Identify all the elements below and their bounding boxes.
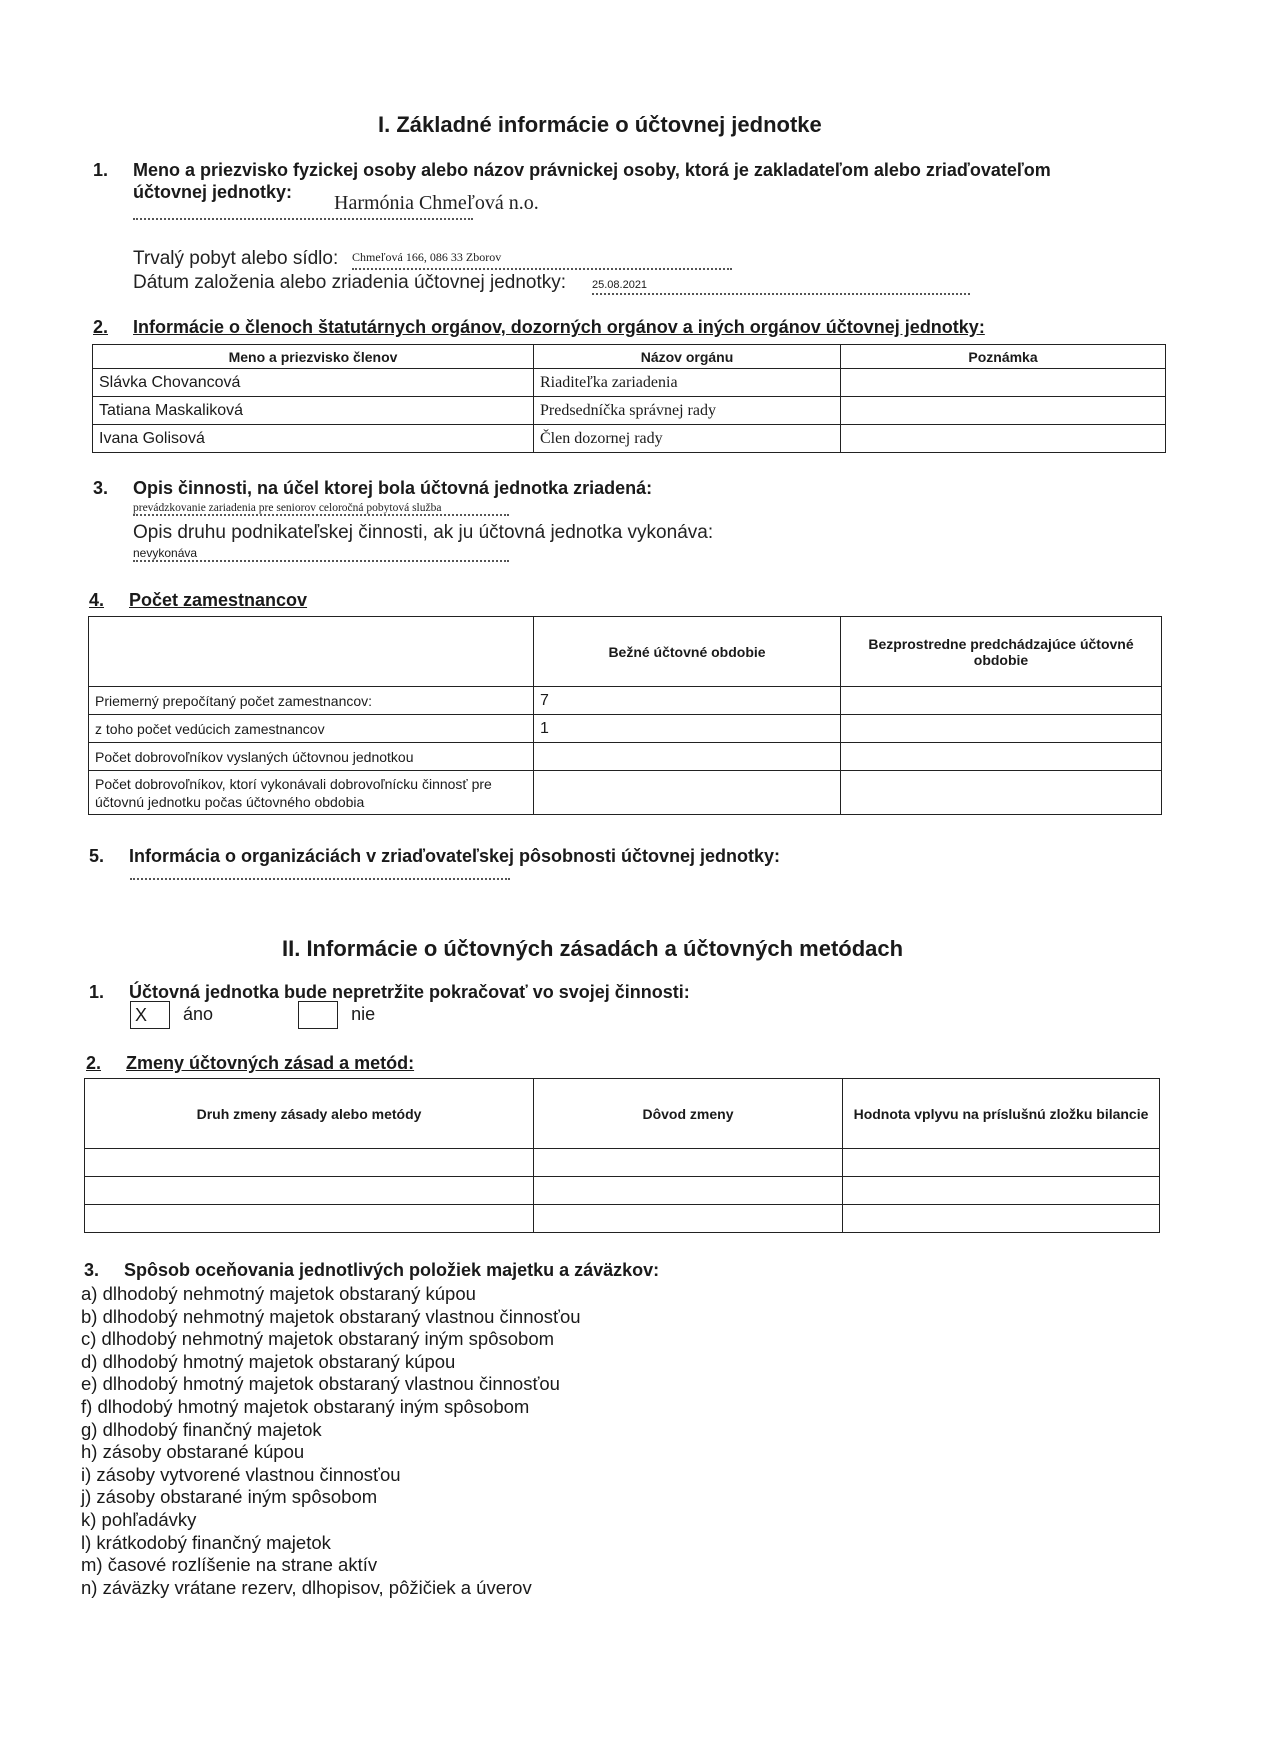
employee-metric-label: z toho počet vedúcich zamestnancov — [89, 715, 534, 743]
q4-label: 4. Počet zamestnancov — [89, 590, 308, 610]
list-item: m) časové rozlíšenie na strane aktív — [81, 1554, 378, 1576]
founder-dotted-line — [133, 218, 473, 220]
address-value: Chmeľová 166, 086 33 Zborov — [352, 250, 502, 264]
table-row — [85, 1149, 1160, 1177]
col-change-kind: Druh zmeny zásady alebo metódy — [85, 1079, 534, 1149]
previous-value — [841, 715, 1162, 743]
change-reason — [534, 1205, 843, 1233]
section-2-title: II. Informácie o účtovných zásadách a účtovných metódach — [282, 936, 904, 961]
list-item: d) dlhodobý hmotný majetok obstaraný kúpou — [81, 1350, 456, 1372]
list-item: l) krátkodobý finančný majetok — [81, 1531, 331, 1553]
founding-date-label: Dátum založenia alebo zriadenia účtovnej jednotky: — [133, 272, 567, 293]
going-concern-label: 1. Účtovná jednotka bude nepretržite pokračovať vo svojej činnosti: — [89, 982, 690, 1002]
no-checkbox[interactable] — [298, 1001, 338, 1029]
subordinate-orgs-field — [130, 872, 510, 880]
list-item: a) dlhodobý nehmotný majetok obstaraný kúpou — [81, 1283, 476, 1304]
going-concern-options — [130, 1001, 375, 1029]
list-item: j) zásoby obstarané iným spôsobom — [81, 1486, 378, 1508]
table-row — [89, 715, 1162, 743]
col-impact-value: Hodnota vplyvu na príslušnú zložku bilancie — [843, 1079, 1160, 1149]
list-item: b) dlhodobý nehmotný majetok obstaraný vlastnou činnosťou — [81, 1305, 581, 1327]
member-name: Slávka Chovancová — [93, 369, 534, 397]
q1-label: 1. Meno a priezvisko fyzickej osoby alebo názov právnickej osoby, ktorá je zakladateľom alebo zriaďovateľom — [93, 160, 1051, 180]
list-item: f) dlhodobý hmotný majetok obstaraný iným spôsobom — [81, 1395, 530, 1417]
table-row — [93, 369, 1166, 397]
impact-value — [843, 1177, 1160, 1205]
list-item: i) zásoby vytvorené vlastnou činnosťou — [81, 1463, 401, 1485]
previous-value — [841, 743, 1162, 771]
member-name: Ivana Golisová — [93, 425, 534, 453]
founding-date-value: 25.08.2021 — [592, 279, 648, 291]
business-activity-label: Opis druhu podnikateľskej činnosti, ak ju účtovná jednotka vykonáva: — [133, 522, 714, 543]
impact-value — [843, 1205, 1160, 1233]
member-organ: Riaditeľka zariadenia — [534, 369, 841, 397]
col-member-name: Meno a priezvisko členov — [93, 345, 534, 369]
change-kind — [85, 1205, 534, 1233]
change-kind — [85, 1149, 534, 1177]
table-row — [85, 1177, 1160, 1205]
founding-date-field — [592, 275, 970, 295]
previous-value — [841, 687, 1162, 715]
valuation-methods-label: 3. Spôsob oceňovania jednotlivých položiek majetku a záväzkov: — [84, 1260, 660, 1280]
member-note — [841, 369, 1166, 397]
table-row — [89, 743, 1162, 771]
col-organ-name: Názov orgánu — [534, 345, 841, 369]
member-name: Tatiana Maskaliková — [93, 397, 534, 425]
col-change-reason: Dôvod zmeny — [534, 1079, 843, 1149]
accounting-changes-table — [84, 1078, 1160, 1233]
activity-purpose-value: prevádzkovanie zariadenia pre seniorov celoročná pobytová služba — [133, 502, 509, 516]
yes-label: áno — [183, 1003, 214, 1024]
col-previous-period: Bezprostredne predchádzajúce účtovné obdobie — [841, 617, 1162, 687]
list-item: e) dlhodobý hmotný majetok obstaraný vlastnou činnosťou — [81, 1373, 560, 1395]
q1-number: 1. — [93, 160, 109, 180]
col-note: Poznámka — [841, 345, 1166, 369]
accounting-changes-label: 2. Zmeny účtovných zásad a metód: — [86, 1053, 415, 1073]
current-value — [534, 743, 841, 771]
employee-metric-label: Počet dobrovoľníkov vyslaných účtovnou jednotkou — [89, 743, 534, 771]
impact-value — [843, 1149, 1160, 1177]
employee-metric-label: Počet dobrovoľníkov, ktorí vykonávali dobrovoľnícku činnosť pre účtovnú jednotku počas účtovného obdobia — [89, 771, 534, 815]
change-kind — [85, 1177, 534, 1205]
change-reason — [534, 1149, 843, 1177]
current-value — [534, 771, 841, 815]
q3-label: 3. Opis činnosti, na účel ktorej bola účtovná jednotka zriadená: — [93, 478, 653, 498]
member-note — [841, 425, 1166, 453]
list-item: g) dlhodobý finančný majetok — [81, 1418, 322, 1440]
q2-label: 2. Informácie o členoch štatutárnych orgánov, dozorných orgánov a iných orgánov účtovnej jednotky: — [93, 317, 985, 337]
col-current-period: Bežné účtovné obdobie — [534, 617, 841, 687]
current-value: 7 — [534, 687, 841, 715]
table-row — [89, 687, 1162, 715]
member-organ: Predsedníčka správnej rady — [534, 397, 841, 425]
employees-table — [88, 616, 1162, 815]
yes-checkbox[interactable]: X — [130, 1001, 170, 1029]
previous-value — [841, 771, 1162, 815]
employee-metric-label: Priemerný prepočítaný počet zamestnancov: — [89, 687, 534, 715]
col-blank — [89, 617, 534, 687]
founder-name-value: Harmónia Chmeľová n.o. — [334, 192, 539, 214]
list-item: c) dlhodobý nehmotný majetok obstaraný iným spôsobom — [81, 1328, 555, 1350]
members-table — [92, 344, 1166, 453]
current-value: 1 — [534, 715, 841, 743]
list-item: h) zásoby obstarané kúpou — [81, 1441, 305, 1463]
list-item: k) pohľadávky — [81, 1508, 197, 1530]
q1-label-line2: účtovnej jednotky: — [133, 182, 293, 202]
list-item: n) záväzky vrátane rezerv, dlhopisov, pôžičiek a úverov — [81, 1576, 532, 1598]
valuation-items-list — [81, 1283, 581, 1599]
business-activity-value: nevykonáva — [133, 546, 509, 562]
table-row — [93, 425, 1166, 453]
q5-label: 5. Informácia o organizáciách v zriaďovateľskej pôsobnosti účtovnej jednotky: — [89, 846, 781, 866]
member-organ: Člen dozornej rady — [534, 425, 841, 453]
change-reason — [534, 1177, 843, 1205]
member-note — [841, 397, 1166, 425]
table-row — [89, 771, 1162, 815]
table-row — [85, 1205, 1160, 1233]
table-row — [93, 397, 1166, 425]
address-label: Trvalý pobyt alebo sídlo: — [133, 248, 339, 269]
address-field — [352, 248, 732, 270]
no-label: nie — [351, 1003, 376, 1024]
section-1-title: I. Základné informácie o účtovnej jednotke — [378, 112, 822, 137]
